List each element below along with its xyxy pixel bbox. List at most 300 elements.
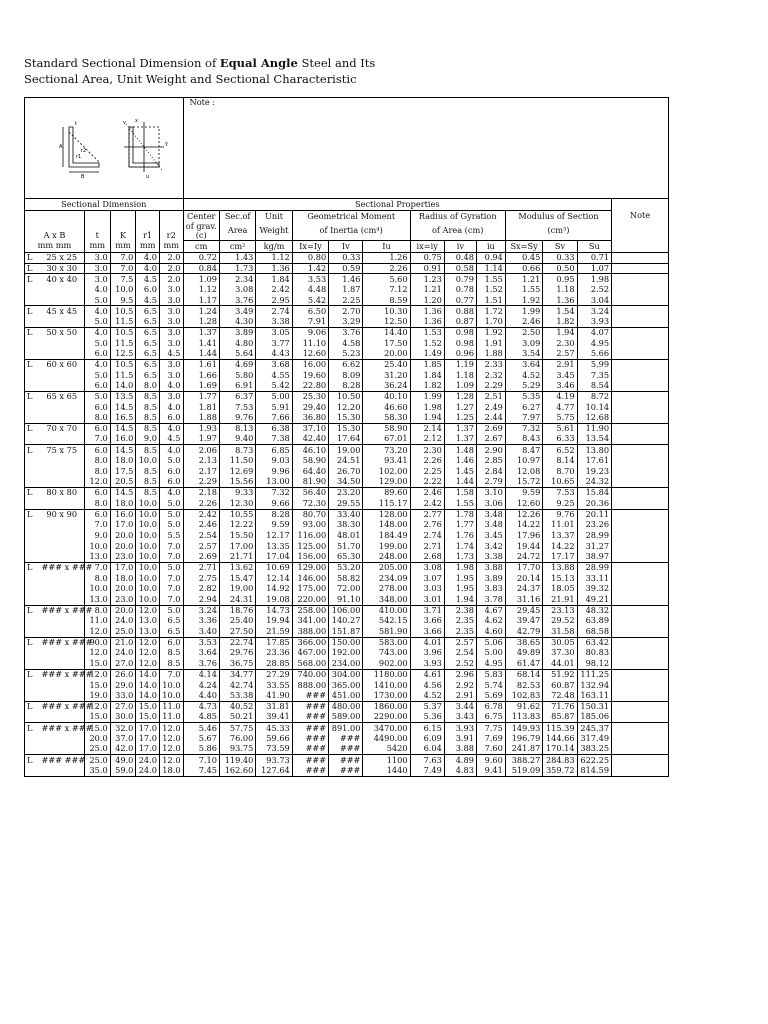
row-size-axb [39,691,84,702]
cell-su: 5.66 [577,349,611,360]
cell-rv: 1.58 [444,488,476,499]
cell-r2: 6.5 [159,627,183,638]
row-size-axb [39,520,84,531]
cell-ru: 1.55 [476,274,505,285]
cell-t: 10.0 [84,584,110,595]
cell-r2: 4.0 [159,424,183,435]
header-center-l1: Center [183,211,219,223]
cell-r2: 3.0 [159,285,183,296]
cell-t: 12.0 [84,627,110,638]
row-size-axb [39,712,84,723]
cell-t: 6.0 [84,488,110,499]
row-size-axb: ### x ### [41,604,93,615]
cell-r2: 8.5 [159,648,183,659]
cell-ru: 2.85 [476,456,505,467]
table-row [25,445,669,456]
cell-ru: 5.74 [476,680,505,691]
cell-sx: 61.47 [505,659,542,670]
cell-k: 29.0 [110,680,136,691]
cell-su: 13.54 [577,434,611,445]
cell-rv: 1.78 [444,509,476,520]
cell-sv: 1.54 [543,306,577,317]
cell-t: 3.0 [84,274,110,285]
row-shape-symbol [25,659,40,670]
cell-r2: 8.5 [159,659,183,670]
row-size-axb [39,402,84,413]
cell-sx: 24.37 [505,584,542,595]
cell-rx: 2.30 [410,445,444,456]
cell-sv: 1.94 [543,327,577,338]
cell-unit-weight: 1.12 [256,253,292,264]
cell-note [612,573,669,584]
cell-ix: 568.00 [292,659,328,670]
cell-sx: 14.22 [505,520,542,531]
cell-rv: 2.91 [444,691,476,702]
cell-sectional-area: 19.00 [219,584,255,595]
cell-ix: 22.80 [292,381,328,392]
header-axb: A x B [25,211,85,241]
cell-sx: 7.97 [505,413,542,424]
cell-sx: 24.72 [505,552,542,563]
cell-ru: 3.38 [476,552,505,563]
cell-rx: 4.01 [410,637,444,648]
header-k: K [110,211,136,241]
cell-sv: 5.75 [543,413,577,424]
cell-k: 20.0 [110,584,136,595]
cell-rx: 2.68 [410,552,444,563]
cell-iu: 25.40 [363,359,410,370]
table-row [25,755,669,766]
row-shape-symbol [25,648,40,659]
cell-unit-weight: 1.36 [256,263,292,274]
cell-r2: 4.5 [159,349,183,360]
row-shape-symbol: L [25,488,40,499]
cell-r1: 17.0 [136,733,160,744]
row-shape-symbol [25,285,40,296]
cell-iv: 192.00 [329,648,363,659]
cell-t: 8.0 [84,466,110,477]
cell-sectional-area: 8.13 [219,424,255,435]
cell-ix: 80.70 [292,509,328,520]
cell-r2: 4.5 [159,434,183,445]
cell-su: 28.99 [577,530,611,541]
cell-iv: 72.00 [329,584,363,595]
cell-center-of-gravity: 2.82 [183,584,219,595]
row-size-axb [39,648,84,659]
row-size-axb [39,370,84,381]
cell-sx: 1.99 [505,306,542,317]
cell-iv: 6.62 [329,359,363,370]
cell-iv: 3.76 [329,327,363,338]
cell-ix: 5.42 [292,295,328,306]
cell-unit-weight: 4.43 [256,349,292,360]
cell-center-of-gravity: 1.77 [183,391,219,402]
cell-ix: ### [292,755,328,766]
cell-rv: 1.94 [444,595,476,606]
cell-rv: 1.98 [444,562,476,573]
cell-sx: 91.62 [505,701,542,712]
cell-note [612,520,669,531]
cell-r2: 4.0 [159,381,183,392]
cell-t: 19.0 [84,691,110,702]
row-shape-symbol [25,712,40,723]
cell-rv: 1.74 [444,541,476,552]
cell-ru: 4.62 [476,616,505,627]
cell-t: 11.0 [84,616,110,627]
cell-r1: 24.0 [136,755,160,766]
cell-su: 28.99 [577,562,611,573]
cell-r2: 6.0 [159,477,183,488]
cell-note [612,306,669,317]
cell-iv: 48.01 [329,530,363,541]
cell-su: 11.90 [577,424,611,435]
cell-iu: 184.49 [363,530,410,541]
cell-r1: 8.5 [136,477,160,488]
cell-note [612,327,669,338]
cell-sectional-area: 1.73 [219,263,255,274]
cell-k: 23.0 [110,595,136,606]
cell-k: 11.5 [110,317,136,328]
cell-ix: 9.06 [292,327,328,338]
cell-sectional-area: 3.89 [219,327,255,338]
cell-k: 49.0 [110,755,136,766]
cell-unit-weight: 2.42 [256,285,292,296]
cell-center-of-gravity: 1.93 [183,424,219,435]
cell-su: 31.27 [577,541,611,552]
cell-center-of-gravity: 2.06 [183,445,219,456]
cell-iu: 2290.00 [363,712,410,723]
cell-su: 49.21 [577,595,611,606]
cell-rv: 2.96 [444,669,476,680]
cell-unit-weight: 7.38 [256,434,292,445]
cell-rv: 0.88 [444,306,476,317]
cell-iu: 46.60 [363,402,410,413]
cell-iv: 1.87 [329,285,363,296]
header-radius-l1: Radius of Gyration [410,211,505,223]
row-shape-symbol: L [25,562,40,573]
cell-unit-weight: 9.96 [256,466,292,477]
cell-rv: 1.48 [444,445,476,456]
equal-angle-section-diagram [29,112,179,182]
cell-ru: 5.00 [476,648,505,659]
cell-rv: 1.09 [444,381,476,392]
row-shape-symbol [25,541,40,552]
svg-text:u: u [145,173,149,180]
cell-unit-weight: 6.38 [256,424,292,435]
unit-area: cm² [219,241,255,253]
cell-k: 32.0 [110,723,136,734]
cell-iu: 410.00 [363,605,410,616]
cell-iv: 589.00 [329,712,363,723]
table-row [25,520,669,531]
cell-r2: 11.0 [159,701,183,712]
header-rv: iv [444,241,476,253]
cell-center-of-gravity: 5.67 [183,733,219,744]
cell-note [612,381,669,392]
cell-sv: 170.14 [543,744,577,755]
cell-rx: 0.75 [410,253,444,264]
cell-center-of-gravity: 5.46 [183,723,219,734]
cell-sv: 85.87 [543,712,577,723]
header-rx: ix=iy [410,241,444,253]
row-size-axb [39,616,84,627]
table-row [25,456,669,467]
cell-sx: 39.47 [505,616,542,627]
cell-note [612,541,669,552]
cell-r2: 3.0 [159,338,183,349]
cell-sv: 6.52 [543,445,577,456]
cell-rx: 3.01 [410,595,444,606]
cell-sectional-area: 6.37 [219,391,255,402]
cell-su: 317.49 [577,733,611,744]
cell-ru: 3.48 [476,520,505,531]
cell-su: 163.11 [577,691,611,702]
cell-iv: 3.29 [329,317,363,328]
row-shape-symbol [25,530,40,541]
cell-unit-weight: 3.77 [256,338,292,349]
cell-ru: 2.44 [476,413,505,424]
row-shape-symbol [25,402,40,413]
cell-r1: 6.5 [136,306,160,317]
cell-r2: 5.0 [159,498,183,509]
cell-t: 6.0 [84,381,110,392]
cell-sv: 0.33 [543,253,577,264]
cell-r2: 12.0 [159,744,183,755]
cell-r1: 6.5 [136,349,160,360]
cell-iv: ### [329,755,363,766]
row-size-axb: 80 x 80 [39,488,84,499]
cell-t: 13.0 [84,595,110,606]
cell-iu: 5.60 [363,274,410,285]
cell-note [612,445,669,456]
cell-ru: 3.78 [476,595,505,606]
cell-sv: 144.66 [543,733,577,744]
cell-r2: 5.0 [159,509,183,520]
header-sectional-dimension: Sectional Dimension [25,199,184,211]
row-size-axb [39,627,84,638]
table-row [25,317,669,328]
cell-t: 5.0 [84,370,110,381]
cell-ru: 3.88 [476,562,505,573]
cell-sx: 10.97 [505,456,542,467]
cell-r1: 10.0 [136,530,160,541]
cell-ix: 0.80 [292,253,328,264]
cell-rx: 5.36 [410,712,444,723]
cell-rx: 5.37 [410,701,444,712]
cell-ru: 1.51 [476,295,505,306]
cell-rx: 1.53 [410,327,444,338]
row-size-axb: ### x ### [41,637,93,648]
cell-iv: 140.27 [329,616,363,627]
cell-center-of-gravity: 2.42 [183,509,219,520]
cell-t: 5.0 [84,295,110,306]
cell-sectional-area: 9.40 [219,434,255,445]
cell-center-of-gravity: 3.36 [183,616,219,627]
cell-sx: 0.45 [505,253,542,264]
row-size-axb [39,541,84,552]
header-t: t [84,211,110,241]
cell-center-of-gravity: 2.26 [183,498,219,509]
cell-t: 8.0 [84,413,110,424]
cell-iv: 33.40 [329,509,363,520]
cell-iu: 93.41 [363,456,410,467]
cell-ix: 11.10 [292,338,328,349]
cell-sectional-area: 10.55 [219,509,255,520]
row-shape-symbol [25,295,40,306]
cell-r1: 13.0 [136,616,160,627]
cell-ix: 156.00 [292,552,328,563]
cell-unit-weight: 10.69 [256,562,292,573]
cell-sectional-area: 50.21 [219,712,255,723]
cell-iu: 4490.00 [363,733,410,744]
cell-k: 33.0 [110,691,136,702]
row-shape-symbol: L [25,701,40,712]
cell-center-of-gravity: 2.57 [183,541,219,552]
cell-k: 14.5 [110,402,136,413]
cell-su: 38.97 [577,552,611,563]
cell-rv: 1.25 [444,413,476,424]
cell-r1: 8.5 [136,424,160,435]
cell-t: 6.0 [84,349,110,360]
cell-su: 4.07 [577,327,611,338]
cell-k: 20.0 [110,605,136,616]
cell-sx: 113.83 [505,712,542,723]
cell-iu: 348.00 [363,595,410,606]
cell-su: 8.72 [577,391,611,402]
table-row [25,274,669,285]
cell-su: 33.11 [577,573,611,584]
cell-r1: 9.0 [136,434,160,445]
table-row [25,295,669,306]
cell-note [612,253,669,264]
cell-unit-weight: 17.85 [256,637,292,648]
cell-ix: 56.40 [292,488,328,499]
header-r1: r1 [136,211,160,241]
header-note [612,199,669,253]
cell-rv: 1.28 [444,391,476,402]
row-size-axb [39,584,84,595]
unit-t: mm [84,241,110,253]
cell-sx: 149.93 [505,723,542,734]
cell-k: 10.5 [110,306,136,317]
cell-sx: 82.53 [505,680,542,691]
cell-center-of-gravity: 1.88 [183,413,219,424]
cell-r2: 4.0 [159,445,183,456]
cell-note [612,477,669,488]
cell-t: 8.0 [84,605,110,616]
row-shape-symbol [25,616,40,627]
cell-t: 7.0 [84,434,110,445]
cell-center-of-gravity: 4.85 [183,712,219,723]
cell-rx: 2.71 [410,541,444,552]
cell-sv: 13.37 [543,530,577,541]
cell-su: 383.25 [577,744,611,755]
cell-note [612,434,669,445]
cell-note [612,552,669,563]
cell-sx: 1.55 [505,285,542,296]
cell-rv: 3.91 [444,733,476,744]
cell-unit-weight: 39.41 [256,712,292,723]
table-row [25,712,669,723]
row-size-axb [39,573,84,584]
cell-unit-weight: 12.14 [256,573,292,584]
cell-unit-weight: 14.73 [256,605,292,616]
cell-sv: 9.25 [543,498,577,509]
cell-t: 4.0 [84,327,110,338]
cell-r1: 8.5 [136,402,160,413]
cell-unit-weight: 33.55 [256,680,292,691]
header-center-l2 [183,222,219,241]
row-shape-symbol [25,520,40,531]
row-shape-symbol [25,680,40,691]
cell-r1: 8.5 [136,445,160,456]
cell-ru: 2.84 [476,466,505,477]
cell-sx: 29.45 [505,605,542,616]
cell-note [612,648,669,659]
cell-sectional-area: 9.76 [219,413,255,424]
table-row [25,723,669,734]
cell-sv: 44.01 [543,659,577,670]
section-diagram-cell [25,98,184,199]
cell-rv: 1.95 [444,584,476,595]
cell-ix: 81.90 [292,477,328,488]
row-shape-symbol [25,498,40,509]
equal-angle-table [24,97,669,777]
row-shape-symbol: L [25,755,40,766]
cell-iv: 304.00 [329,669,363,680]
cell-note [612,295,669,306]
cell-ix: 36.80 [292,413,328,424]
cell-t: 8.0 [84,573,110,584]
cell-iv: 365.00 [329,680,363,691]
cell-iu: 234.09 [363,573,410,584]
cell-r1: 14.0 [136,669,160,680]
cell-iu: 248.00 [363,552,410,563]
cell-rx: 1.36 [410,317,444,328]
cell-r1: 10.0 [136,520,160,531]
cell-rv: 0.87 [444,317,476,328]
cell-ru: 4.60 [476,627,505,638]
cell-center-of-gravity: 3.53 [183,637,219,648]
cell-k: 12.5 [110,349,136,360]
cell-sv: 30.05 [543,637,577,648]
header-note-label: Note [629,210,651,220]
cell-r1: 6.5 [136,338,160,349]
cell-sectional-area: 3.49 [219,306,255,317]
cell-iv: 58.82 [329,573,363,584]
cell-rx: 1.52 [410,338,444,349]
cell-k: 14.0 [110,381,136,392]
cell-sectional-area: 93.75 [219,744,255,755]
cell-sv: 72.48 [543,691,577,702]
header-ru: iu [476,241,505,253]
cell-r2: 7.0 [159,552,183,563]
cell-sectional-area: 25.40 [219,616,255,627]
cell-rv: 1.18 [444,370,476,381]
cell-t: 12.0 [84,669,110,680]
cell-sx: 12.26 [505,509,542,520]
cell-r1: 8.5 [136,391,160,402]
cell-iv: 2.70 [329,306,363,317]
cell-iv: 53.20 [329,562,363,573]
cell-center-of-gravity: 1.37 [183,327,219,338]
cell-su: 4.95 [577,338,611,349]
cell-rv: 0.79 [444,274,476,285]
cell-rx: 1.82 [410,381,444,392]
cell-iu: 1180.00 [363,669,410,680]
cell-r2: 3.0 [159,370,183,381]
cell-rx: 3.07 [410,573,444,584]
